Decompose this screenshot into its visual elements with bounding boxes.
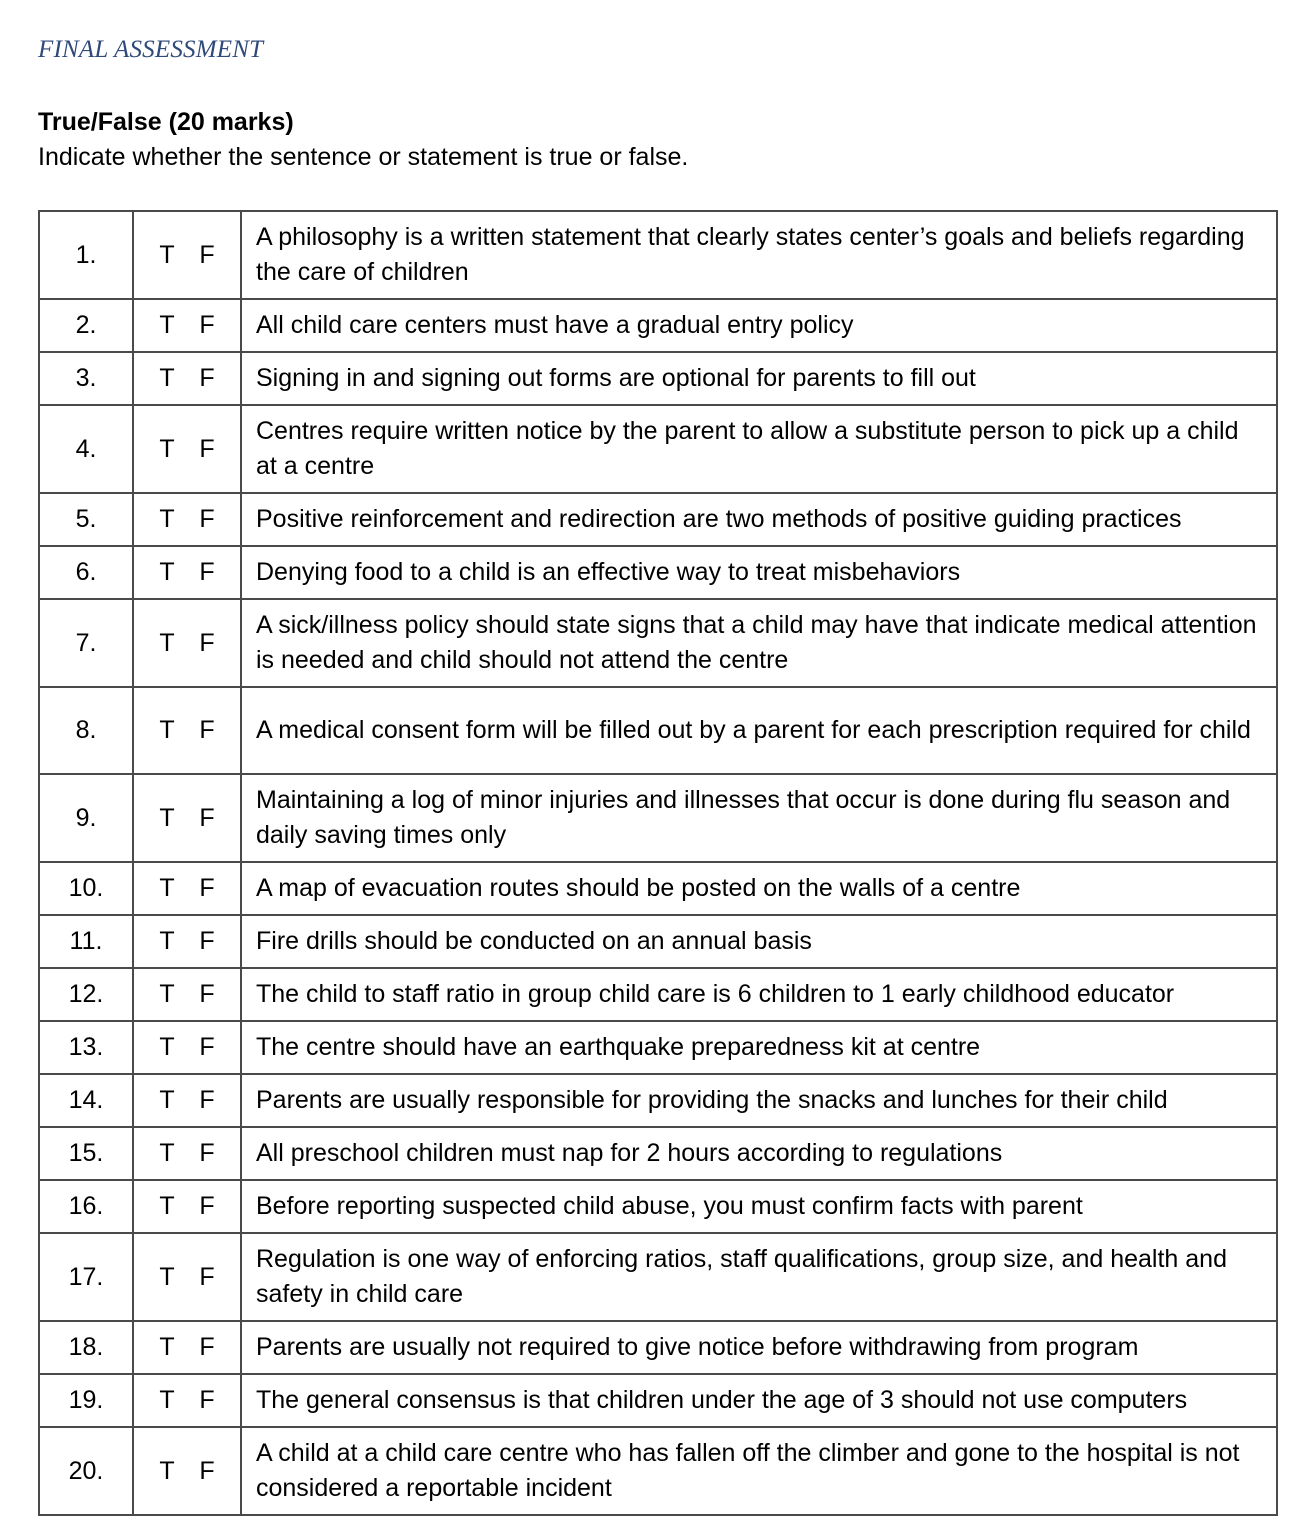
false-option[interactable]: F [199,311,215,339]
true-option[interactable]: T [159,558,175,586]
section-title: True/False (20 marks) [38,108,294,136]
true-false-options [133,352,241,405]
question-number: 6. [39,546,133,599]
true-option[interactable]: T [159,1456,175,1485]
false-option[interactable]: F [199,716,215,744]
false-option[interactable]: F [199,1333,215,1361]
question-row-14 [39,1074,1277,1127]
false-option[interactable]: F [199,980,215,1008]
question-row-4 [39,405,1277,493]
question-statement: A map of evacuation routes should be posted on the walls of a centre [241,862,1277,915]
question-number: 12. [39,968,133,1021]
false-option[interactable]: F [199,1192,215,1220]
question-statement: A sick/illness policy should state signs that a child may have that indicate medical attention is needed and child should not attend the centre [241,599,1277,687]
section-instructions: Indicate whether the sentence or statement is true or false. [38,143,689,171]
question-row-8 [39,687,1277,774]
true-false-options [133,1374,241,1427]
question-number: 7. [39,599,133,687]
question-row-20 [39,1427,1277,1515]
true-false-options [133,599,241,687]
question-number: 3. [39,352,133,405]
false-option[interactable]: F [199,558,215,586]
true-false-options [133,546,241,599]
question-row-17 [39,1233,1277,1321]
question-number: 15. [39,1127,133,1180]
true-option[interactable]: T [159,716,175,744]
true-false-options [133,1180,241,1233]
question-number: 11. [39,915,133,968]
false-option[interactable]: F [199,1086,215,1114]
true-false-options [133,1127,241,1180]
question-statement: Fire drills should be conducted on an annual basis [241,915,1277,968]
question-statement: Centres require written notice by the parent to allow a substitute person to pick up a child at a centre [241,405,1277,493]
true-option[interactable]: T [159,1262,175,1291]
question-row-15 [39,1127,1277,1180]
question-number: 17. [39,1233,133,1321]
question-statement: A child at a child care centre who has fallen off the climber and gone to the hospital is not considered a reportable incident [241,1427,1277,1515]
question-statement: All preschool children must nap for 2 hours according to regulations [241,1127,1277,1180]
true-false-options [133,405,241,493]
true-false-table [38,210,1278,1516]
question-number: 10. [39,862,133,915]
question-statement: Denying food to a child is an effective way to treat misbehaviors [241,546,1277,599]
true-false-options [133,299,241,352]
true-false-options [133,968,241,1021]
question-statement: The general consensus is that children under the age of 3 should not use computers [241,1374,1277,1427]
question-row-7 [39,599,1277,687]
question-statement: Maintaining a log of minor injuries and illnesses that occur is done during flu season and daily saving times only [241,774,1277,862]
true-false-options [133,1074,241,1127]
question-number: 13. [39,1021,133,1074]
question-row-5 [39,493,1277,546]
true-false-options [133,774,241,862]
question-statement: Parents are usually responsible for providing the snacks and lunches for their child [241,1074,1277,1127]
true-false-options [133,1021,241,1074]
question-row-2 [39,299,1277,352]
true-option[interactable]: T [159,980,175,1008]
question-number: 4. [39,405,133,493]
question-row-16 [39,1180,1277,1233]
true-false-options [133,1427,241,1515]
true-option[interactable]: T [159,240,175,269]
question-row-3 [39,352,1277,405]
question-statement: Before reporting suspected child abuse, you must confirm facts with parent [241,1180,1277,1233]
true-option[interactable]: T [159,1086,175,1114]
question-statement: A medical consent form will be filled out by a parent for each prescription required for child [241,687,1277,774]
question-number: 19. [39,1374,133,1427]
question-statement: All child care centers must have a gradual entry policy [241,299,1277,352]
question-statement: The centre should have an earthquake preparedness kit at centre [241,1021,1277,1074]
question-row-6 [39,546,1277,599]
true-option[interactable]: T [159,803,175,832]
true-option[interactable]: T [159,505,175,533]
question-statement: Regulation is one way of enforcing ratios, staff qualifications, group size, and health and safety in child care [241,1233,1277,1321]
question-number: 8. [39,687,133,774]
true-option[interactable]: T [159,1386,175,1414]
false-option[interactable]: F [199,1456,215,1485]
question-row-19 [39,1374,1277,1427]
question-statement: A philosophy is a written statement that clearly states center’s goals and beliefs regarding the care of children [241,211,1277,299]
false-option[interactable]: F [199,505,215,533]
false-option[interactable]: F [199,1386,215,1414]
false-option[interactable]: F [199,803,215,832]
true-option[interactable]: T [159,1033,175,1061]
question-number: 1. [39,211,133,299]
question-number: 2. [39,299,133,352]
true-option[interactable]: T [159,434,175,463]
question-statement: Parents are usually not required to give notice before withdrawing from program [241,1321,1277,1374]
true-option[interactable]: T [159,927,175,955]
question-number: 9. [39,774,133,862]
true-false-options [133,862,241,915]
false-option[interactable]: F [199,927,215,955]
false-option[interactable]: F [199,1139,215,1167]
question-row-13 [39,1021,1277,1074]
question-row-11 [39,915,1277,968]
true-option[interactable]: T [159,874,175,902]
question-row-18 [39,1321,1277,1374]
true-option[interactable]: T [159,628,175,657]
true-option[interactable]: T [159,1139,175,1167]
true-option[interactable]: T [159,311,175,339]
true-false-options [133,1321,241,1374]
true-false-options [133,211,241,299]
false-option[interactable]: F [199,1262,215,1291]
question-statement: The child to staff ratio in group child care is 6 children to 1 early childhood educator [241,968,1277,1021]
question-number: 18. [39,1321,133,1374]
question-number: 5. [39,493,133,546]
false-option[interactable]: F [199,874,215,902]
false-option[interactable]: F [199,434,215,463]
question-row-10 [39,862,1277,915]
true-false-options [133,1233,241,1321]
true-option[interactable]: T [159,1192,175,1220]
true-false-options [133,687,241,774]
document-header: FINAL ASSESSMENT [38,36,264,63]
question-row-9 [39,774,1277,862]
question-number: 20. [39,1427,133,1515]
true-option[interactable]: T [159,1333,175,1361]
question-row-1 [39,211,1277,299]
question-number: 16. [39,1180,133,1233]
false-option[interactable]: F [199,628,215,657]
question-row-12 [39,968,1277,1021]
true-false-options [133,493,241,546]
true-option[interactable]: T [159,364,175,392]
false-option[interactable]: F [199,364,215,392]
question-statement: Positive reinforcement and redirection are two methods of positive guiding practices [241,493,1277,546]
question-number: 14. [39,1074,133,1127]
question-statement: Signing in and signing out forms are optional for parents to fill out [241,352,1277,405]
false-option[interactable]: F [199,240,215,269]
true-false-options [133,915,241,968]
false-option[interactable]: F [199,1033,215,1061]
